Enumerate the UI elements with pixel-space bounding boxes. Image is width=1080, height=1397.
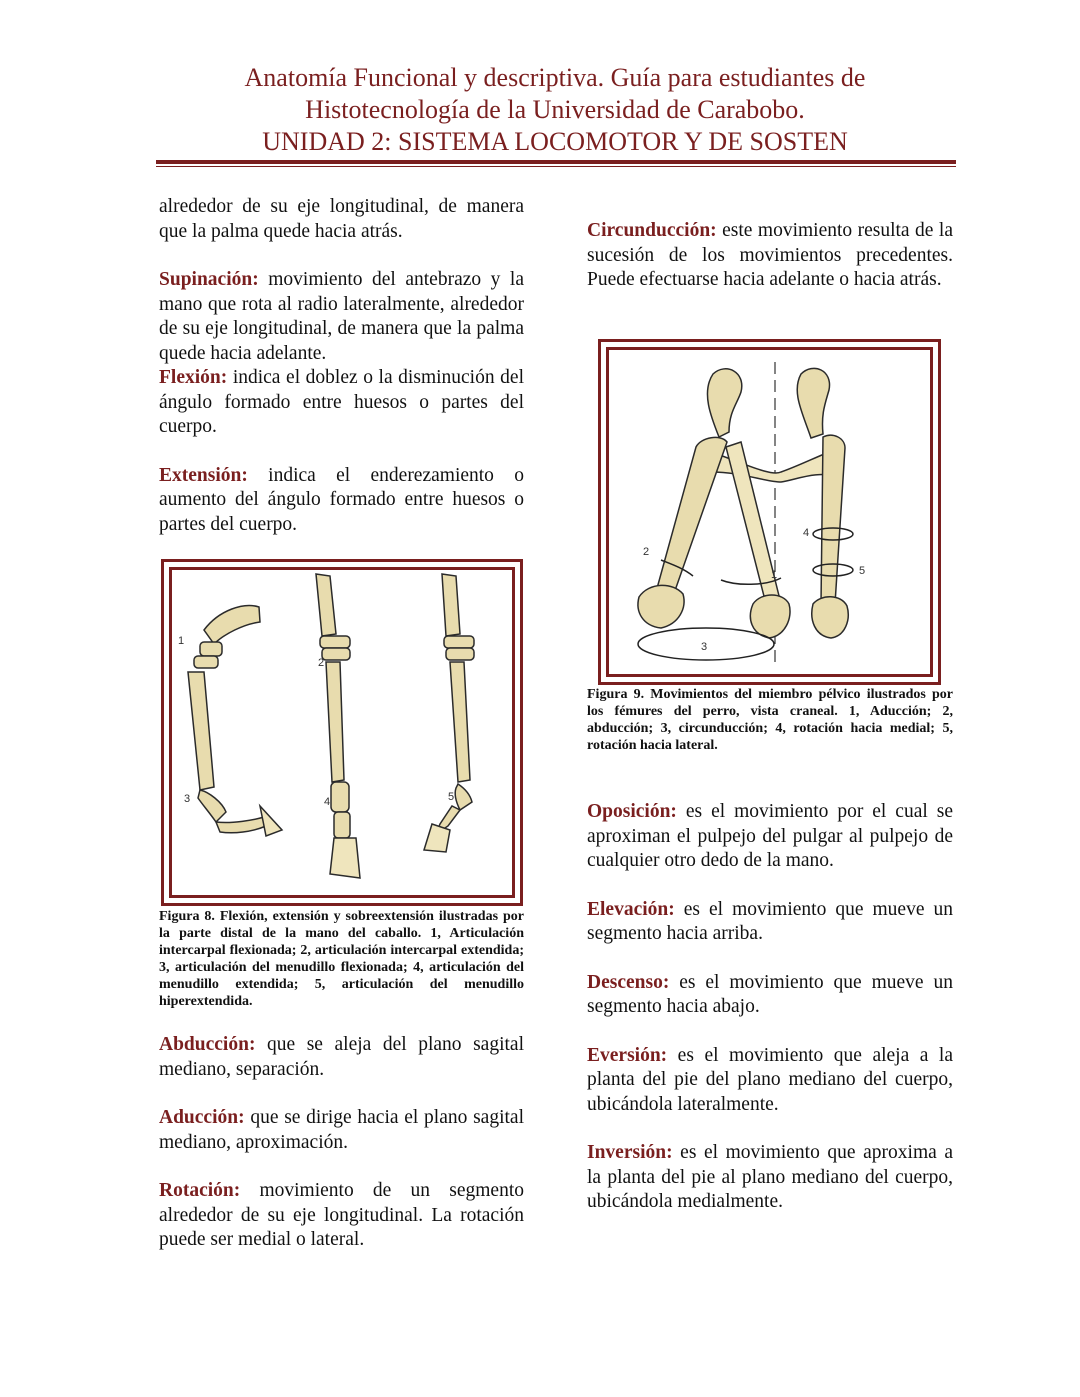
right-column-top [587, 219, 953, 293]
header-line-2: Histotecnología de la Universidad de Carabobo. [305, 95, 805, 124]
definition-elevacion [587, 898, 953, 947]
figure-9-illustration [601, 342, 938, 682]
text-aduccion: que se dirige hacia el plano sagital mediano, aproximación. [159, 1107, 524, 1153]
definition-oposicion [587, 800, 953, 874]
horse-limb-1 [188, 606, 282, 836]
figure-9-frame [598, 339, 941, 685]
text-inversion: es el movimiento que aproxima a la planta del pie al plano mediano del cuerpo, ubicándola medialmente. [587, 1142, 953, 1212]
term-rotacion: Rotación: [159, 1180, 241, 1201]
definition-eversion [587, 1044, 953, 1118]
figure-8-label-1: 1 [178, 635, 185, 647]
horse-limb-2 [316, 574, 360, 878]
definition-abduccion [159, 1033, 524, 1082]
term-elevacion: Elevación: [587, 898, 675, 920]
header-line-3: UNIDAD 2: SISTEMA LOCOMOTOR Y DE SOSTEN [262, 127, 848, 156]
figure-8-label-2: 2 [318, 657, 325, 669]
text-descenso: es el movimiento que mueve un segmento hacia abajo. [587, 971, 953, 1017]
definition-circunduccion [587, 219, 953, 293]
femur-right [797, 368, 848, 638]
femur-left [638, 369, 742, 628]
figure-8-illustration [164, 562, 520, 903]
term-abduccion: Abducción: [159, 1034, 256, 1055]
definition-extension [159, 464, 524, 538]
horse-limb-3 [424, 574, 474, 852]
definition-supinacion [159, 268, 524, 366]
definition-flexion [159, 366, 524, 440]
text-abduccion: que se aleja del plano sagital mediano, separación. [159, 1034, 524, 1080]
figure-9-label-3: 3 [701, 641, 708, 653]
header-line-1: Anatomía Funcional y descriptiva. Guía para estudiantes de [244, 63, 866, 92]
figure-8-caption: Figura 8. Flexión, extensión y sobreextensión ilustradas por la parte distal de la mano del caballo. 1, Articulación intercarpal flexionada; 2, articulación intercarpal extendida; 3, articulación del menudillo flexionada; 4, articulación del menudillo extendida; 5, articulación del menudillo hiperextendida. [159, 909, 524, 1009]
term-eversion: Eversión: [587, 1044, 668, 1066]
figure-9-label-5: 5 [859, 565, 866, 577]
term-extension: Extensión: [159, 464, 248, 486]
text-flexion: indica el doblez o la disminución del ángulo formado entre huesos o partes del cuerpo. [159, 367, 524, 437]
text-circunduccion: este movimiento resulta de la sucesión de los movimientos precedentes. Puede efectuarse hacia adelante o hacia atrás. [587, 220, 953, 290]
page-header [150, 62, 960, 158]
left-column-bottom [159, 1033, 524, 1253]
definition-aduccion [159, 1106, 524, 1155]
text-extension: indica el enderezamiento o aumento del ángulo formado entre huesos o partes del cuerpo. [159, 464, 524, 535]
definition-inversion [587, 1141, 953, 1215]
figure-8-frame [161, 559, 523, 906]
right-column-bottom [587, 800, 953, 1215]
text-supinacion: movimiento del antebrazo y la mano que rota al radio lateralmente, alrededor de su eje longitudinal, de manera que la palma quede hacia adelante. [159, 269, 524, 364]
text-rotacion: movimiento de un segmento alrededor de su eje longitudinal. La rotación puede ser medial o lateral. [159, 1180, 524, 1250]
text-elevacion: es el movimiento que mueve un segmento hacia arriba. [587, 898, 953, 944]
definition-rotacion [159, 1179, 524, 1253]
intro-paragraph: alrededor de su eje longitudinal, de manera que la palma quede hacia atrás. [159, 196, 524, 242]
text-oposicion: es el movimiento por el cual se aproximan el pulpejo del pulgar al pulpejo de cualquier otro dedo de la mano. [587, 801, 953, 871]
figure-9-label-2: 2 [643, 546, 650, 558]
term-inversion: Inversión: [587, 1142, 673, 1163]
header-rule-thick [156, 160, 956, 164]
term-circunduccion: Circunducción: [587, 220, 717, 241]
term-aduccion: Aducción: [159, 1107, 245, 1128]
term-supinacion: Supinación: [159, 269, 259, 290]
header-rule-thin [156, 166, 956, 167]
definition-descenso [587, 971, 953, 1020]
figure-9-label-4: 4 [803, 527, 810, 539]
figure-9-label-1: 1 [771, 569, 778, 581]
term-descenso: Descenso: [587, 971, 670, 993]
figure-8-label-3: 3 [184, 793, 191, 805]
term-flexion: Flexión: [159, 367, 228, 388]
figure-9-caption: Figura 9. Movimientos del miembro pélvico ilustrados por los fémures del perro, vista craneal. 1, Aducción; 2, abducción; 3, circunducción; 4, rotación hacia medial; 5, rotación hacia lateral. [587, 687, 953, 753]
text-eversion: es el movimiento que aleja a la planta del pie del plano mediano del cuerpo, ubicándola lateralmente. [587, 1044, 953, 1115]
figure-8-label-4: 4 [324, 796, 331, 808]
left-column-top [159, 195, 524, 537]
figure-8-label-5: 5 [448, 791, 455, 803]
term-oposicion: Oposición: [587, 801, 677, 822]
